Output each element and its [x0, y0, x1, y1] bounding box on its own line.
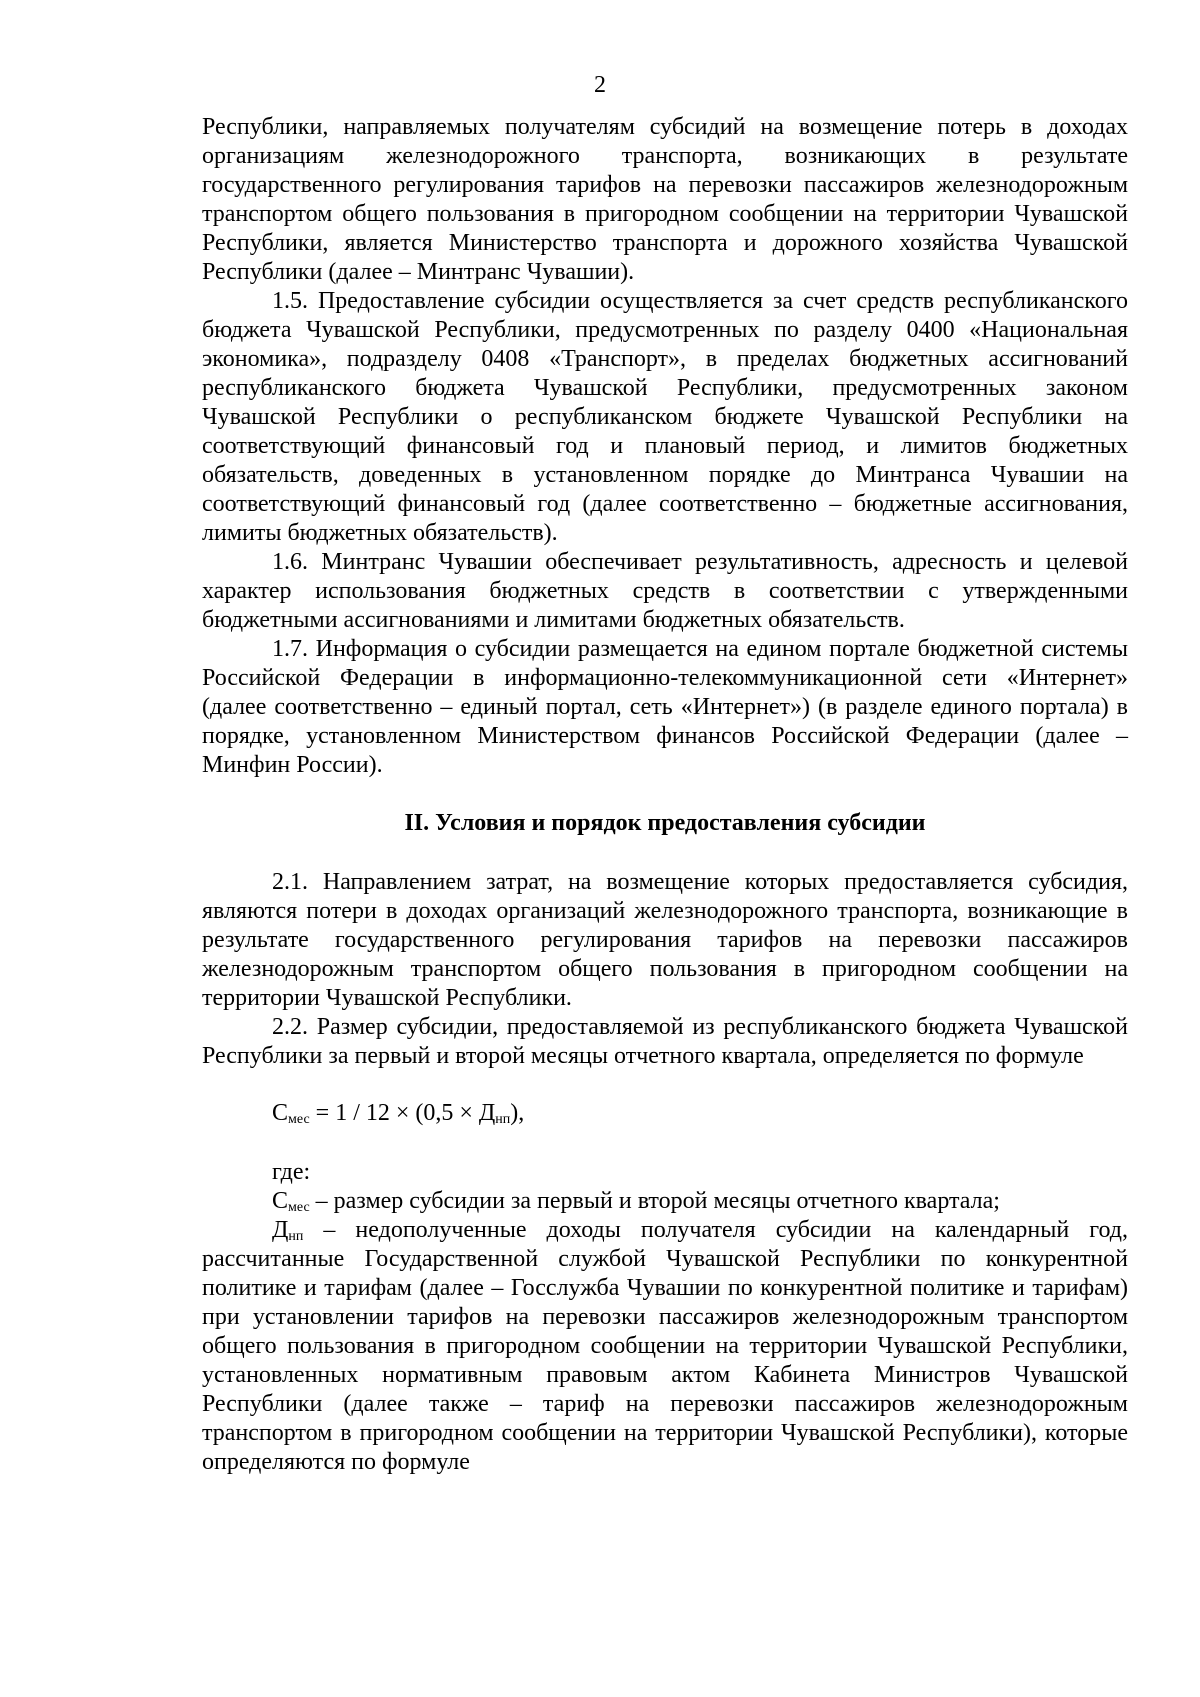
section-heading: II. Условия и порядок предоставления субсидии: [404, 810, 926, 836]
definition-symbol: С: [272, 1188, 289, 1214]
paragraph-2-1: 2.1. Направлением затрат, на возмещение которых предоставляется субсидия, являются потери в доходах организаций железнодорожного транспорта, возникающие в результате государственного регулирования тарифов на перевозки пассажиров железнодорожным транспортом общего пользования в пригородном сообщении на территории Чувашской Республики.: [202, 869, 1128, 1011]
paragraph-1-6: 1.6. Минтранс Чувашии обеспечивает результативность, адресность и целевой характер использования бюджетных средств в соответствии с утвержденными бюджетными ассигнованиями и лимитами бюджетных обязательств.: [202, 549, 1128, 633]
definition-subscript: нп: [288, 1229, 304, 1244]
formula-lhs-subscript: мес: [288, 1112, 310, 1127]
definition-text: – недополученные доходы получателя субсидии на календарный год, рассчитанные Государственной службой Чувашской Республики по конкурентной политике и тарифам (далее – Госслужба Чувашии по конкурентной политике и тарифам) при установлении тарифов на перевозки пассажиров железнодорожным транспортом общего пользования в пригородном сообщении на территории Чувашской Республики, установленных нормативным правовым актом Кабинета Министров Чувашской Республики (далее также – тариф на перевозки пассажиров железнодорожным транспортом в пригородном сообщении на территории Чувашской Республики), которые определяются по формуле: [202, 1217, 1128, 1475]
formula-lhs-symbol: С: [272, 1100, 289, 1126]
paragraph-1-5: 1.5. Предоставление субсидии осуществляется за счет средств республиканского бюджета Чувашской Республики, предусмотренных по разделу 0400 «Национальная экономика», подразделу 0408 «Транспорт», в пределах бюджетных ассигнований республиканского бюджета Чувашской Республики, предусмотренных законом Чувашской Республики о республиканском бюджете Чувашской Республики на соответствующий финансовый год и плановый период, и лимитов бюджетных обязательств, доведенных в установленном порядке до Минтранса Чувашии на соответствующий финансовый год (далее соответственно – бюджетные ассигнования, лимиты бюджетных обязательств).: [202, 288, 1128, 546]
subsidy-formula: [272, 1099, 1128, 1128]
definitions-intro: где:: [272, 1159, 311, 1185]
formula-rhs-symbol: Д: [478, 1100, 496, 1126]
page-number: 2: [594, 72, 606, 98]
formula-tail: ),: [510, 1100, 525, 1126]
formula-middle: = 1 / 12 × (0,5 ×: [309, 1100, 479, 1126]
definition-item: [202, 1216, 1128, 1477]
paragraph-continuation: Республики, направляемых получателям субсидий на возмещение потерь в доходах организациям железнодорожного транспорта, возникающих в результате государственного регулирования тарифов на перевозки пассажиров железнодорожным транспортом общего пользования в пригородном сообщении на территории Чувашской Республики, является Министерство транспорта и дорожного хозяйства Чувашской Республики (далее – Минтранс Чувашии).: [202, 114, 1128, 285]
definition-item: [202, 1187, 1128, 1216]
definition-subscript: мес: [288, 1200, 310, 1215]
paragraph-1-7: 1.7. Информация о субсидии размещается на едином портале бюджетной системы Российской Федерации в информационно-телекоммуникационной сети «Интернет» (далее соответственно – единый портал, сеть «Интернет») (в разделе единого портала) в порядке, установленном Министерством финансов Российской Федерации (далее – Минфин России).: [202, 636, 1128, 778]
document-body: [202, 113, 1128, 1477]
paragraph-2-2: 2.2. Размер субсидии, предоставляемой из республиканского бюджета Чувашской Республики за первый и второй месяцы отчетного квартала, определяется по формуле: [202, 1014, 1128, 1069]
definition-text: – размер субсидии за первый и второй месяцы отчетного квартала;: [309, 1188, 1000, 1214]
formula-rhs-subscript: нп: [495, 1112, 511, 1127]
definition-symbol: Д: [272, 1217, 289, 1243]
